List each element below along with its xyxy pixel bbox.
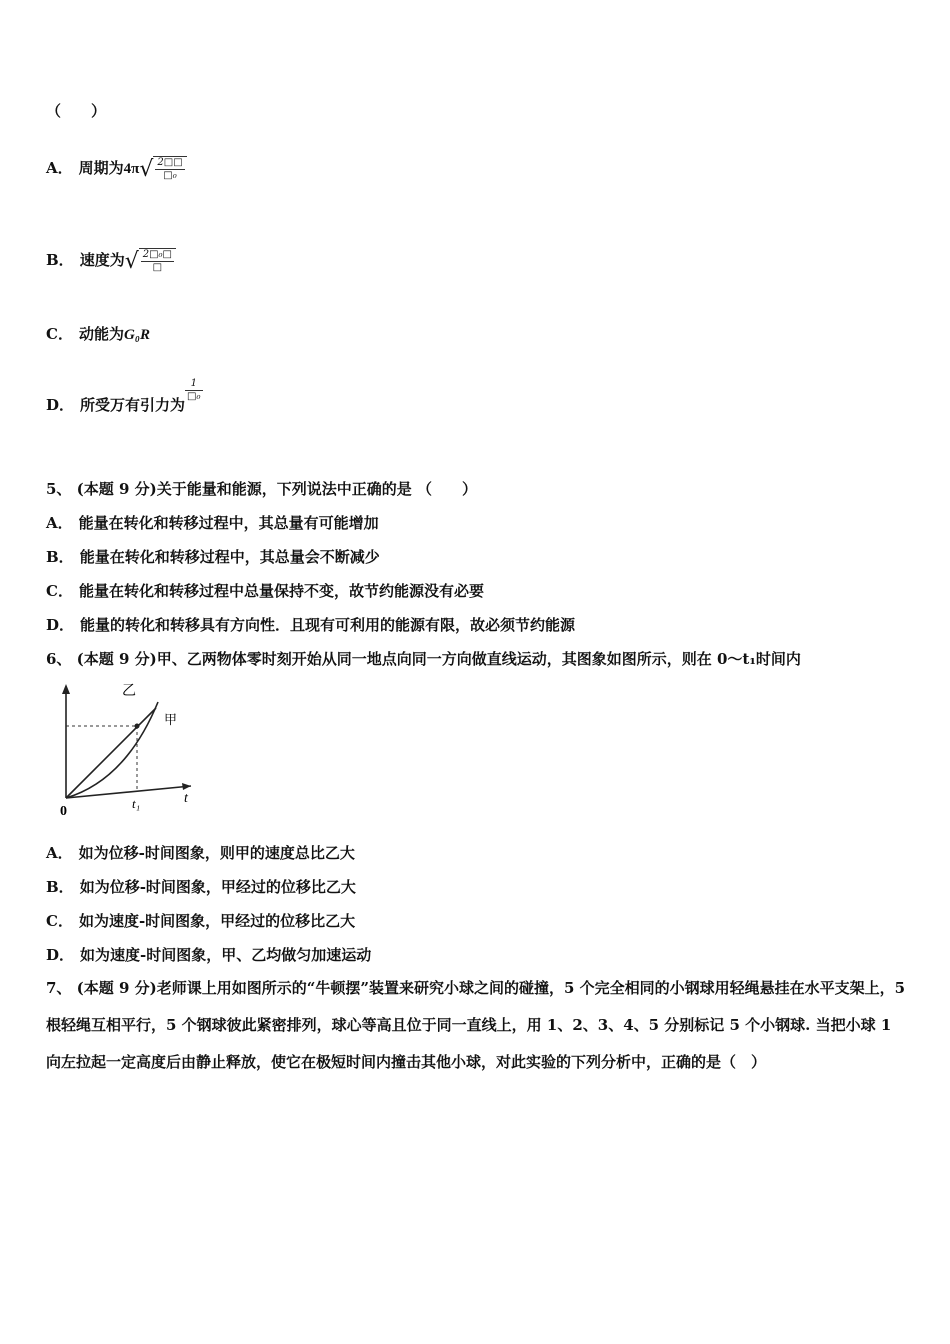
t-axis-arrow [182, 783, 191, 790]
q5-stem: 5、 (本题 9 分)关于能量和能源，下列说法中正确的是 （ ） [46, 480, 477, 498]
option-letter: D． [46, 396, 75, 414]
q4-option-d [46, 378, 203, 414]
q5-option-c [46, 580, 484, 601]
label-yi: 乙 [122, 683, 136, 699]
option-letter: D． [46, 946, 75, 964]
label-jia: 甲 [164, 713, 178, 728]
q6-stem: 6、 (本题 9 分)甲、乙两物体零时刻开始从同一地点向同一方向做直线运动，其图象如图所示，则在 0～t₁时间内 [46, 650, 801, 668]
q6-option-a [46, 842, 355, 863]
formula: G₀R [123, 327, 151, 343]
option-letter: A． [46, 514, 73, 532]
option-letter: A． [46, 844, 73, 862]
q6-option-c [46, 910, 355, 931]
option-letter: C． [46, 582, 73, 600]
option-text: 周期为 [78, 159, 124, 177]
formula: 4π [123, 161, 140, 177]
option-text: 能量在转化和转移过程中，其总量有可能增加 [78, 514, 379, 532]
option-letter: A． [46, 159, 73, 177]
q7-stem: 7、 (本题 9 分)老师课上用如图所示的“牛顿摆”装置来研究小球之间的碰撞，5 个完全相同的小钢球用轻绳悬挂在水平支架上，5 根轻绳互相平行，5 个钢球彼此紧密排列，球心等高且位于同一直线上，用 1、2、3、4、5 分别标记 5 个小钢球. 当把小球 1 向左拉起一定高度后由静止释放，使它在极短时间内撞击其他小球，对此实验的下列分析中，正确的是（ ） [46, 979, 906, 1071]
option-text: 如为位移-时间图象，甲经过的位移比乙大 [79, 878, 356, 896]
option-text: 如为速度-时间图象，甲、乙均做匀加速运动 [80, 946, 372, 964]
y-axis-arrow [62, 684, 70, 694]
sqrt-expression: √ $\frac{2□□}{\text{□₀}}$ [139, 156, 186, 182]
fraction-numerator: 2□□ [157, 157, 183, 168]
option-text: 速度为 [79, 251, 125, 269]
option-letter: B． [46, 251, 74, 269]
option-text: 如为位移-时间图象，则甲的速度总比乙大 [78, 844, 355, 862]
q4-bracket: （ ） [46, 102, 107, 120]
label-origin: 0 [60, 804, 67, 819]
t-axis [66, 786, 191, 798]
option-letter: B． [46, 548, 74, 566]
label-t1: t₁ [132, 796, 141, 811]
option-letter: C． [46, 325, 73, 343]
intersection-point [135, 724, 140, 729]
sqrt-expression: √ $\frac{\text{2□₀□}}{□}$ [125, 248, 176, 274]
q6-option-b [46, 876, 356, 897]
q5-option-d [46, 614, 575, 635]
line-jia [66, 708, 156, 798]
option-text: 动能为 [78, 325, 124, 343]
q5-option-b [46, 546, 380, 567]
fraction-denominator: □₀ [163, 170, 177, 181]
fraction-denominator: □₀ [187, 391, 201, 402]
option-text: 能量在转化和转移过程中总量保持不变，故节约能源没有必要 [78, 582, 484, 600]
option-letter: C． [46, 912, 73, 930]
option-text: 能量的转化和转移具有方向性．且现有可利用的能源有限，故必须节约能源 [80, 616, 576, 634]
q4-option-a [46, 156, 187, 182]
q6-option-d [46, 944, 371, 965]
fraction-numerator: 2□₀□ [142, 249, 173, 260]
motion-graph [46, 680, 196, 820]
q4-option-c [46, 323, 150, 344]
fraction-denominator: □ [152, 262, 163, 273]
label-t-axis: t [184, 791, 188, 806]
option-letter: D． [46, 616, 75, 634]
q4-option-b [46, 248, 176, 274]
fraction-numerator: 1 [185, 378, 202, 391]
option-text: 如为速度-时间图象，甲经过的位移比乙大 [78, 912, 356, 930]
option-text: 能量在转化和转移过程中，其总量会不断减少 [79, 548, 380, 566]
option-text: 所受万有引力为 [80, 396, 186, 414]
option-letter: B． [46, 878, 74, 896]
q5-option-a [46, 512, 379, 533]
